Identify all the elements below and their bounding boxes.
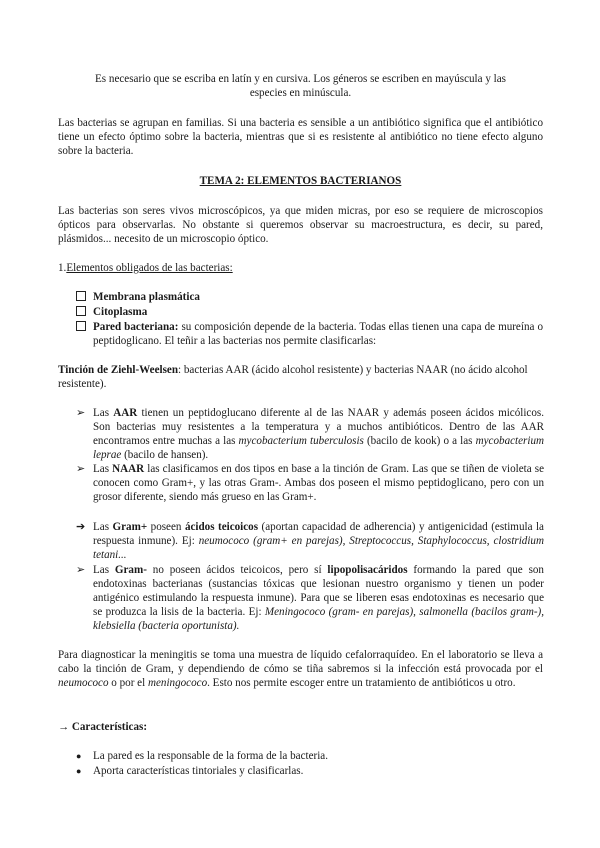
section-heading-elements <box>58 261 543 275</box>
bullet-text: Las NAAR las clasificamos en dos tipos en base a la tinción de Gram. Las que se tiñen de violeta se conocen como Gram+, y las otras Gram-. Ambas dos poseen el mismo peptidoglicano, pero con un grosor diferente, siendo más grueso en las Gram+. <box>93 463 544 503</box>
bullet-text: Las Gram- no poseen ácidos teicoicos, pero sí lipopolisacáridos formando la pared que son endotoxinas bacterianas (sustancias tóxicas que lesionan nuestro organismo y tienen un poder antigénico estimulando la respuesta inmune). Para que se liberen esas endotoxinas es necesario que se produzca la lisis de la bacteria. Ej: Meningococo (gram- en parejas), salmonella (bacilos gram-), klebsiella (bacteria oportunista). <box>93 564 545 632</box>
characteristics-heading: → Características: <box>58 721 148 733</box>
checklist-label: Citoplasma <box>93 306 148 318</box>
characteristic-text: La pared es la responsable de la forma de la bacteria. <box>93 750 329 762</box>
checklist-item-wall <box>76 320 544 347</box>
ziehl-title: Tinción de Ziehl-Weelsen <box>58 364 178 376</box>
paragraph-microscopes: Las bacterias son seres vivos microscópicos, ya que miden micras, por eso se requiere de microscopios ópticos para observarlas. No obstante si queremos observar su macroestructura, es decir, su pared, plásmidos... necesito de un microscopio óptico. <box>58 205 543 245</box>
checklist-item-cytoplasm <box>76 305 544 319</box>
checkbox-icon <box>76 321 86 331</box>
intro-paragraph-2: Las bacterias se agrupan en familias. Si una bacteria es sensible a un antibiótico significa que el antibiótico tiene un efecto óptimo sobre la bacteria, mientras que si es resistente al antibiótico no tiene efecto alguno sobre la bacteria. <box>58 117 543 157</box>
section-label: Elementos obligados de las bacterias: <box>66 262 233 274</box>
intro-paragraph-1 <box>58 72 543 100</box>
checkbox-icon <box>76 291 86 301</box>
arrow-bullet-icon: ➢ <box>76 463 86 475</box>
arrow-right-icon: ➔ <box>76 521 86 533</box>
intro-line-1: Es necesario que se escriba en latín y en cursiva. Los géneros se escriben en mayúscula y las <box>95 73 506 85</box>
bullet-dot-icon: ● <box>76 751 82 761</box>
characteristic-text: Aporta características tintoriales y clasificarlas. <box>93 765 304 777</box>
arrow-bullet-icon: ➢ <box>76 564 86 576</box>
checklist-label: Membrana plasmática <box>93 291 200 303</box>
checklist-bold-label: Pared bacteriana: <box>93 321 179 333</box>
section-title: TEMA 2: ELEMENTOS BACTERIANOS <box>199 175 402 187</box>
checklist-item-membrane <box>76 290 544 304</box>
bullet-text: Las AAR tienen un peptidoglucano diferente al de las NAAR y además poseen ácidos micólicos. Son bacterias muy resistentes a la temperatura y a muchos antibióticos. Dentro de las AAR encontramos entre muchas a las mycobacterium tuberculosis (bacilo de kook) o a las mycobacterium leprae (bacilo de hansen). <box>93 407 544 461</box>
intro-line-2: especies en minúscula. <box>249 87 352 99</box>
checkbox-icon <box>76 306 86 316</box>
checklist-description: su composición depende de la bacteria. Todas ellas tienen una capa de mureína o peptidoglicano. El teñir a las bacterias nos permite clasificarlas: <box>93 321 543 347</box>
checklist-text <box>93 320 543 348</box>
paragraph-ziehl <box>58 363 543 391</box>
arrow-bullet-icon: ➢ <box>76 407 86 419</box>
bullet-dot-icon: ● <box>76 766 82 776</box>
paragraph-meningitis: Para diagnosticar la meningitis se toma una muestra de líquido cefalorraquídeo. En el laboratorio se lleva a cabo la tinción de Gram, y dependiendo de cómo se tiña sabremos si la infección está provocada por el neumococo o por el meningococo. Esto nos permite escoger entre un tratamiento de antibióticos u otro. <box>58 649 543 689</box>
bullet-text: Las Gram+ poseen ácidos teicoicos (aportan capacidad de adherencia) y antigenicidad (estimula la respuesta inmune). Ej: neumococo (gram+ en parejas), Streptococcus, Staphylococcus, clostridium tetani... <box>93 521 544 561</box>
section-number: 1. <box>58 262 67 274</box>
ziehl-text: : bacterias AAR (ácido alcohol resistente) y bacterias NAAR (no ácido alcohol resistente). <box>58 364 528 390</box>
